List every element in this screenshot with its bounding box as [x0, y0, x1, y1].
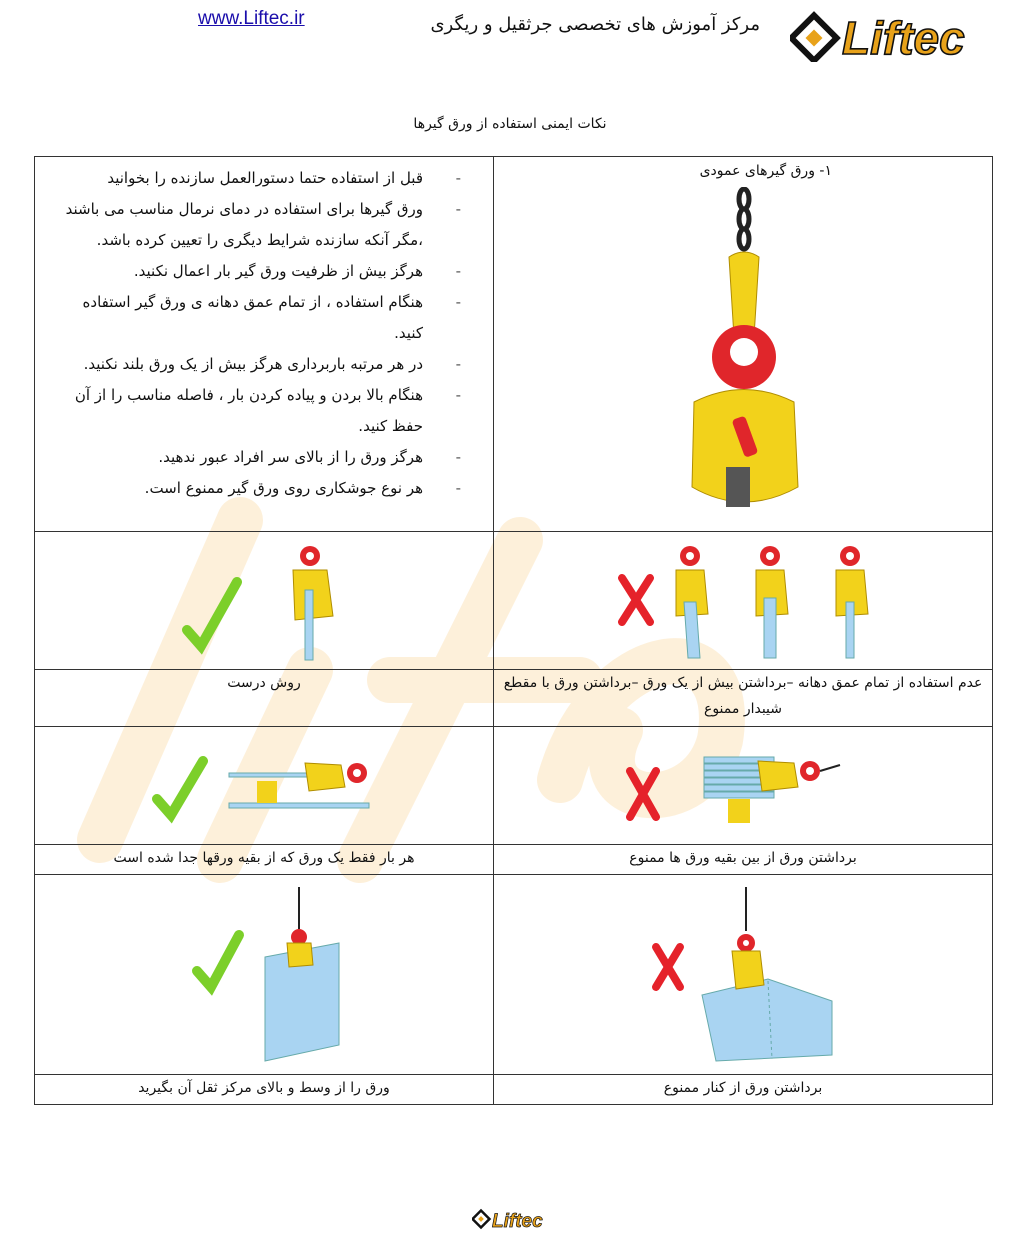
wrong-method-image-cell-2 — [494, 727, 993, 845]
wrong-grip-images — [604, 542, 884, 662]
liftec-logo — [790, 8, 970, 62]
rule-item: - قبل از استفاده حتما دستورالعمل سازنده را بخوانید — [53, 163, 473, 194]
website-link[interactable]: www.Liftec.ir — [198, 8, 305, 29]
rule-item: - هنگام استفاده ، از تمام عمق دهانه ی ورق گیر استفاده کنید. — [53, 287, 473, 349]
wrong-method-image-cell-3 — [494, 875, 993, 1075]
caption-wrong-method-2: برداشتن ورق از بین بقیه ورق ها ممنوع — [494, 845, 993, 875]
caption-wrong-method-1: عدم استفاده از تمام عمق دهانه –برداشتن بیش از یک ورق –برداشتن ورق با مقطع شیبدار ممنوع — [494, 670, 993, 727]
rule-item: - ورق گیرها برای استفاده در دمای نرمال مناسب می باشند ،مگر آنکه سازنده شرایط دیگری را تعیین کرده باشد. — [53, 194, 473, 256]
rules-list — [35, 157, 493, 504]
logo-wordmark: Liftec — [842, 12, 965, 62]
correct-separated-plate-image — [145, 747, 385, 837]
section-title: ۱- ورق گیرهای عمودی — [699, 163, 832, 179]
rule-item: - هرگز ورق را از بالای سر افراد عبور ندهید. — [53, 442, 473, 473]
wrong-method-image-cell-1 — [494, 532, 993, 670]
header-title: مرکز آموزش های تخصصی جرثقیل و ریگری — [430, 14, 760, 35]
wrong-edge-grip-image — [644, 885, 844, 1065]
safety-table — [34, 156, 993, 1105]
section-cell — [494, 157, 993, 532]
footer-liftec-logo — [472, 1208, 546, 1230]
correct-single-plate-image — [175, 542, 375, 662]
caption-right-method-3: ورق را از وسط و بالای مرکز ثقل آن بگیرید — [35, 1075, 494, 1105]
rule-item: - هر نوع جوشکاری روی ورق گیر ممنوع است. — [53, 473, 473, 504]
rules-cell — [35, 157, 494, 532]
wrong-stacked-plates-image — [624, 747, 864, 837]
footer-logo-wordmark: Liftec — [492, 1211, 543, 1230]
rule-item: - هنگام بالا بردن و پیاده کردن بار ، فاصله مناسب را از آن حفظ کنید. — [53, 380, 473, 442]
correct-center-grip-image — [185, 885, 405, 1065]
caption-right-method-1: روش درست — [35, 670, 494, 727]
document-title: نکات ایمنی استفاده از ورق گیرها — [413, 116, 607, 132]
rule-item: - در هر مرتبه باربرداری هرگز بیش از یک ورق بلند نکنید. — [53, 349, 473, 380]
caption-right-method-2: هر بار فقط یک ورق که از بقیه ورقها جدا شده است — [35, 845, 494, 875]
right-method-image-cell-1 — [35, 532, 494, 670]
right-method-image-cell-2 — [35, 727, 494, 845]
right-method-image-cell-3 — [35, 875, 494, 1075]
rule-item: - هرگز بیش از ظرفیت ورق گیر بار اعمال نکنید. — [53, 256, 473, 287]
vertical-plate-clamp-image — [674, 187, 814, 527]
caption-wrong-method-3: برداشتن ورق از کنار ممنوع — [494, 1075, 993, 1105]
